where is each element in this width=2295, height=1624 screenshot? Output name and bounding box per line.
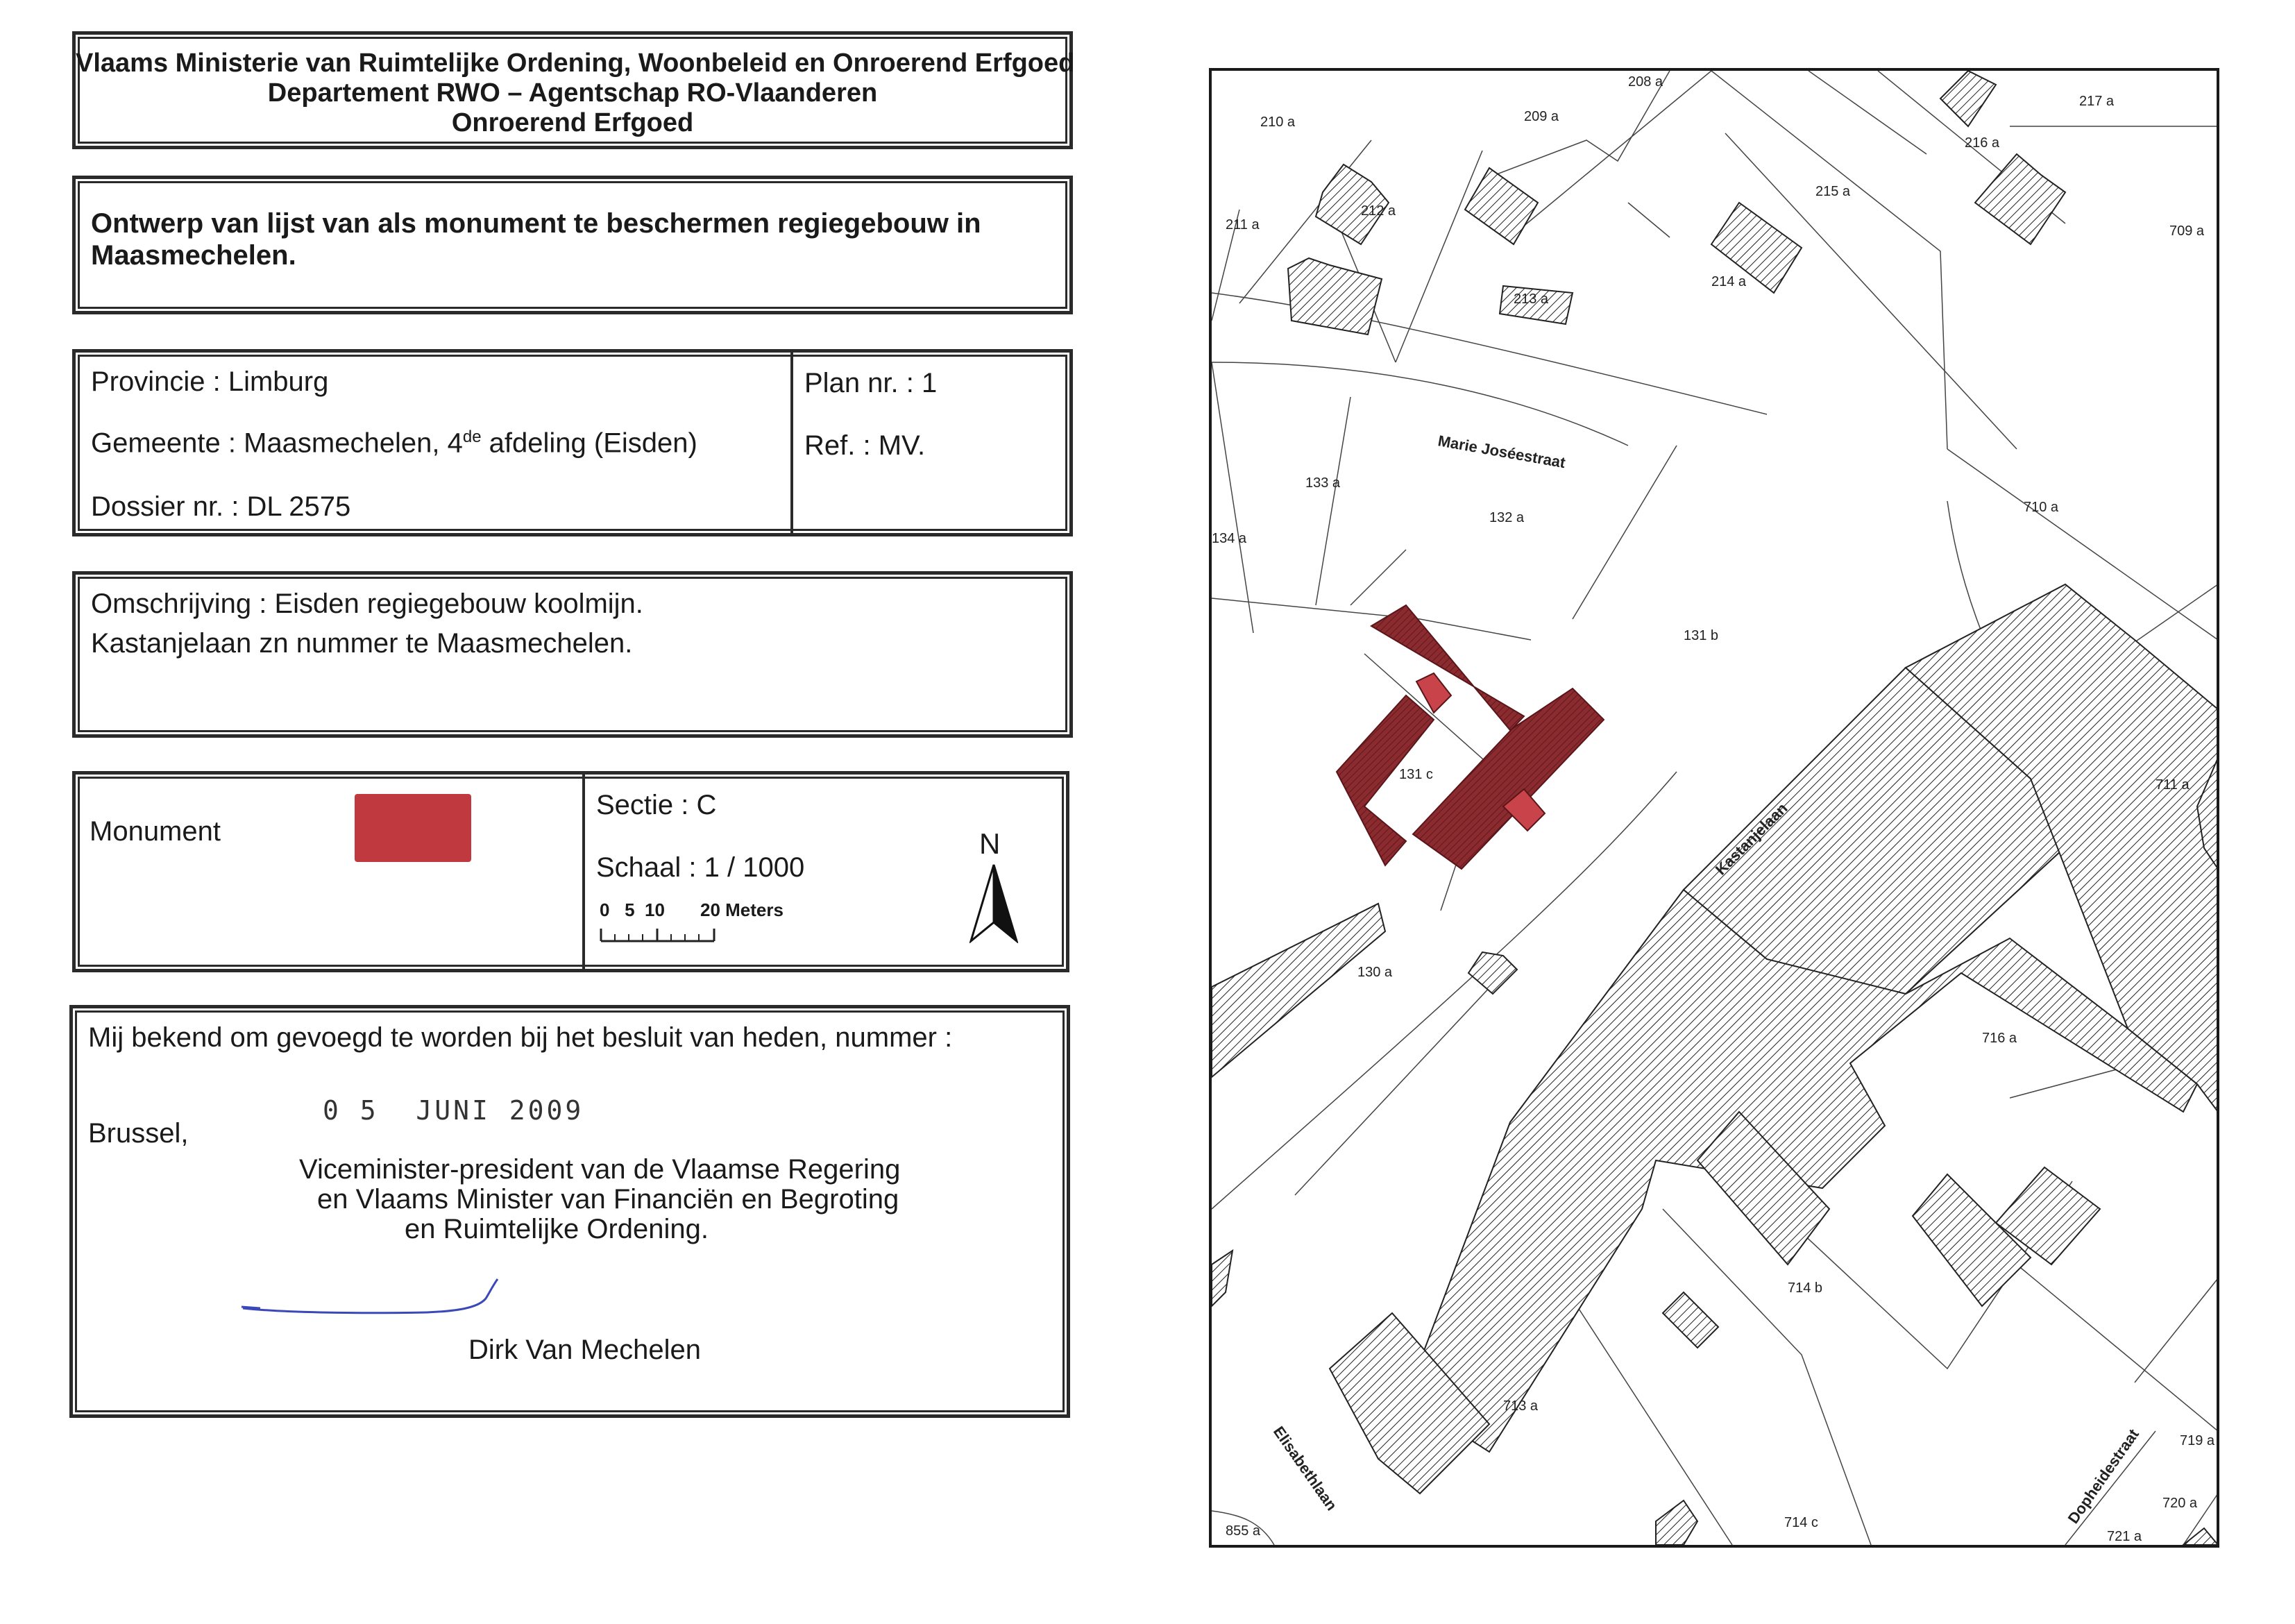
parcel-131c: 131 c bbox=[1399, 767, 1433, 782]
info-divider bbox=[790, 353, 793, 533]
sectie-text: Sectie : C bbox=[596, 790, 717, 820]
north-arrow-icon bbox=[969, 863, 1018, 943]
monument-label: Monument bbox=[90, 816, 221, 847]
parcel-714b: 714 b bbox=[1788, 1280, 1823, 1296]
title-box bbox=[72, 176, 1073, 314]
map-canvas bbox=[1212, 71, 2217, 1545]
parcel-212a: 212 a bbox=[1361, 203, 1396, 219]
gemeente-suffix: afdeling (Eisden) bbox=[481, 428, 697, 459]
gemeente-text bbox=[91, 428, 697, 459]
parcel-214a: 214 a bbox=[1711, 274, 1747, 289]
parcel-208a: 208 a bbox=[1628, 74, 1663, 90]
monument-swatch bbox=[355, 794, 471, 862]
header-line-1: Vlaams Ministerie van Ruimtelijke Ordening, Woonbeleid en Onroerend Erfgoed bbox=[76, 49, 1075, 78]
parcel-211a: 211 a bbox=[1226, 217, 1260, 232]
parcel-209a: 209 a bbox=[1524, 109, 1559, 124]
signature-box bbox=[69, 1005, 1070, 1418]
title-line-1: Ontwerp van lijst van als monument te beschermen regiegebouw in bbox=[91, 208, 981, 239]
parcel-213a: 213 a bbox=[1514, 291, 1549, 307]
schaal-text: Schaal : 1 / 1000 bbox=[596, 852, 805, 883]
parcel-210a: 210 a bbox=[1260, 115, 1296, 130]
dossier-text: Dossier nr. : DL 2575 bbox=[91, 491, 351, 522]
parcel-215a: 215 a bbox=[1815, 184, 1851, 199]
street-kastanjelaan: Kastanjelaan bbox=[1711, 799, 1791, 879]
header-line-2: Departement RWO – Agentschap RO-Vlaanderen bbox=[267, 78, 878, 108]
parcel-216a: 216 a bbox=[1965, 135, 2000, 151]
legend-divider bbox=[582, 775, 585, 969]
gemeente-prefix: Gemeente : Maasmechelen, 4 bbox=[91, 428, 463, 459]
parcel-217a: 217 a bbox=[2079, 94, 2115, 109]
parcel-713a: 713 a bbox=[1503, 1398, 1539, 1414]
legend-box bbox=[72, 771, 1069, 972]
header-line-3: Onroerend Erfgoed bbox=[451, 108, 694, 137]
parcel-855a: 855 a bbox=[1226, 1523, 1261, 1539]
parcel-716a: 716 a bbox=[1982, 1031, 2017, 1046]
header-box bbox=[72, 31, 1073, 149]
omschrijving-line-2: Kastanjelaan zn nummer te Maasmechelen. bbox=[91, 628, 633, 659]
street-dopheidestraat: Dopheidestraat bbox=[2064, 1426, 2142, 1527]
plan-text: Plan nr. : 1 bbox=[804, 368, 938, 398]
scale-end-label: 20 Meters bbox=[700, 899, 784, 920]
ref-text: Ref. : MV. bbox=[804, 430, 926, 461]
date-stamp: 0 5 JUNI 2009 bbox=[323, 1095, 584, 1126]
gemeente-sup: de bbox=[462, 428, 482, 446]
role-line-1: Viceminister-president van de Vlaamse Regering bbox=[299, 1154, 901, 1185]
cadastral-map bbox=[1209, 68, 2219, 1548]
parcel-714c: 714 c bbox=[1784, 1515, 1818, 1530]
parcel-132a: 132 a bbox=[1489, 510, 1525, 525]
parcel-130a: 130 a bbox=[1357, 965, 1393, 980]
parcel-709a: 709 a bbox=[2169, 223, 2205, 239]
parcel-719a: 719 a bbox=[2180, 1433, 2215, 1448]
omschrijving-line-1: Omschrijving : Eisden regiegebouw koolmijn. bbox=[91, 589, 643, 619]
parcel-131b: 131 b bbox=[1684, 628, 1719, 643]
role-line-3: en Ruimtelijke Ordening. bbox=[405, 1214, 709, 1244]
info-box bbox=[72, 349, 1073, 536]
parcel-720a: 720 a bbox=[2162, 1496, 2198, 1511]
title-line-2: Maasmechelen. bbox=[91, 240, 296, 271]
scale-ticks-label: 0 5 10 bbox=[600, 899, 665, 920]
signer-name: Dirk Van Mechelen bbox=[468, 1335, 701, 1365]
parcel-133a: 133 a bbox=[1305, 475, 1341, 491]
scale-bar bbox=[600, 923, 718, 944]
parcel-710a: 710 a bbox=[2024, 500, 2059, 515]
handwritten-signature bbox=[239, 1272, 517, 1328]
signature-intro: Mij bekend om gevoegd te worden bij het besluit van heden, nummer : bbox=[88, 1022, 953, 1053]
provincie-text: Provincie : Limburg bbox=[91, 366, 329, 397]
parcel-134a: 134 a bbox=[1212, 531, 1247, 546]
role-line-2: en Vlaams Minister van Financiën en Begroting bbox=[317, 1184, 899, 1215]
parcel-721a: 721 a bbox=[2107, 1529, 2142, 1544]
street-marie-joseestraat: Marie Joséestraat bbox=[1437, 432, 1567, 472]
north-label: N bbox=[979, 827, 1001, 860]
street-elisabethlaan: Elisabethlaan bbox=[1269, 1423, 1341, 1514]
monument-building bbox=[1337, 605, 1604, 869]
omschrijving-box bbox=[72, 571, 1073, 738]
city-text: Brussel, bbox=[88, 1118, 189, 1149]
parcel-711a: 711 a bbox=[2156, 777, 2190, 793]
